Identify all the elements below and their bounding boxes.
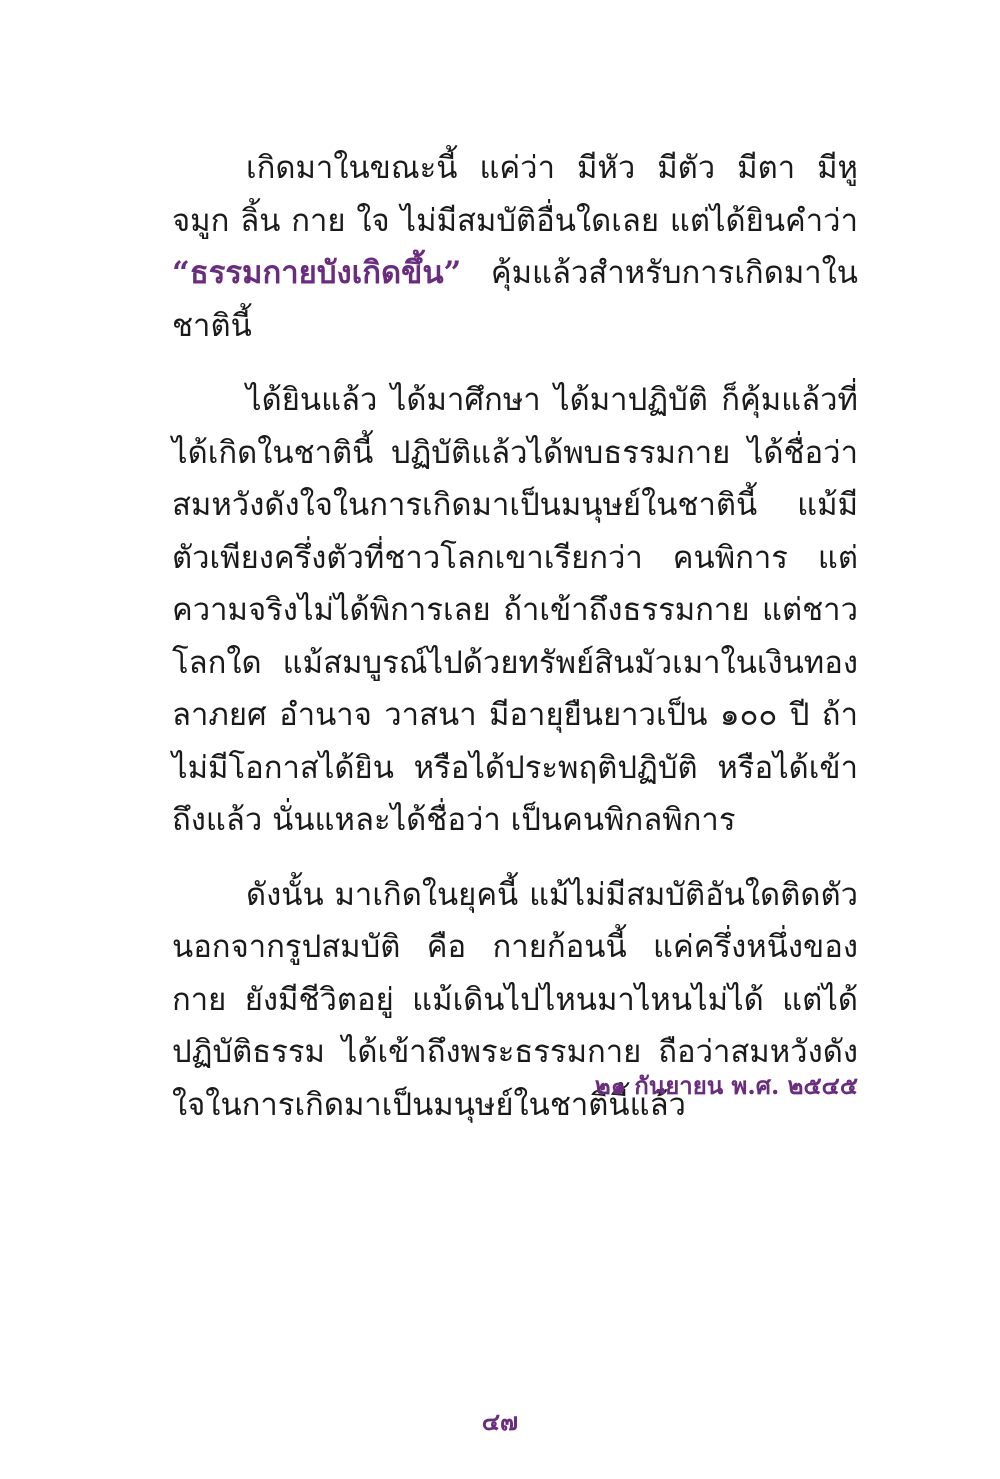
body-text: [172, 142, 858, 1153]
paragraph-2: ได้ยินแล้ว ได้มาศึกษา ได้มาปฏิบัติ ก็คุ้มแล้วที่ได้เกิดในชาตินี้ ปฏิบัติแล้วได้พบธรรมกาย ได้ชื่อว่า สมหวังดังใจในการเกิดมาเป็นมนุษย์ในชาตินี้ แม้มีตัวเพียงครึ่งตัวที่ชาวโลกเขาเรียกว่า คนพิการ แต่ความจริงไม่ได้พิการเลย ถ้าเข้าถึงธรรมกาย แต่ชาวโลกใด แม้สมบูรณ์ไปด้วยทรัพย์สินมัวเมาในเงินทอง ลาภยศ อำนาจ วาสนา มีอายุยืนยาวเป็น ๑๐๐ ปี ถ้าไม่มีโอกาสได้ยิน หรือได้ประพฤติปฏิบัติ หรือได้เข้าถึงแล้ว นั่นแหละได้ชื่อว่า เป็นคนพิกลพิการ: [172, 382, 858, 838]
page-number: ๔๗: [481, 1407, 519, 1436]
paragraph-1-text: เกิดมาในขณะนี้ แค่ว่า มีหัว มีตัว มีตา มีหู จมูก ลิ้น กาย ใจ ไม่มีสมบัติอื่นใดเลย แต่ได้ยินคำว่า: [172, 150, 858, 239]
paragraph-1-text-end: คุ้มแล้วสำหรับการเกิดมาในชาตินี้: [172, 255, 858, 344]
signoff-date: ๒๑ กันยายน พ.ศ. ๒๕๔๕: [594, 1071, 858, 1100]
paragraph-1-emphasis: “ธรรมกายบังเกิดขึ้น”: [172, 255, 462, 291]
paragraph-1: [172, 142, 858, 352]
paragraph-3: ดังนั้น มาเกิดในยุคนี้ แม้ไม่มีสมบัติอันใดติดตัวนอกจากรูปสมบัติ คือ กายก้อนนี้ แค่ครึ่งหนึ่งของกาย ยังมีชีวิตอยู่ แม้เดินไปไหนมาไหนไม่ได้ แต่ได้ปฏิบัติธรรม ได้เข้าถึงพระธรรมกาย ถือว่าสมหวังดังใจในการเกิดมาเป็นมนุษย์ในชาตินี้แล้ว: [172, 876, 858, 1123]
